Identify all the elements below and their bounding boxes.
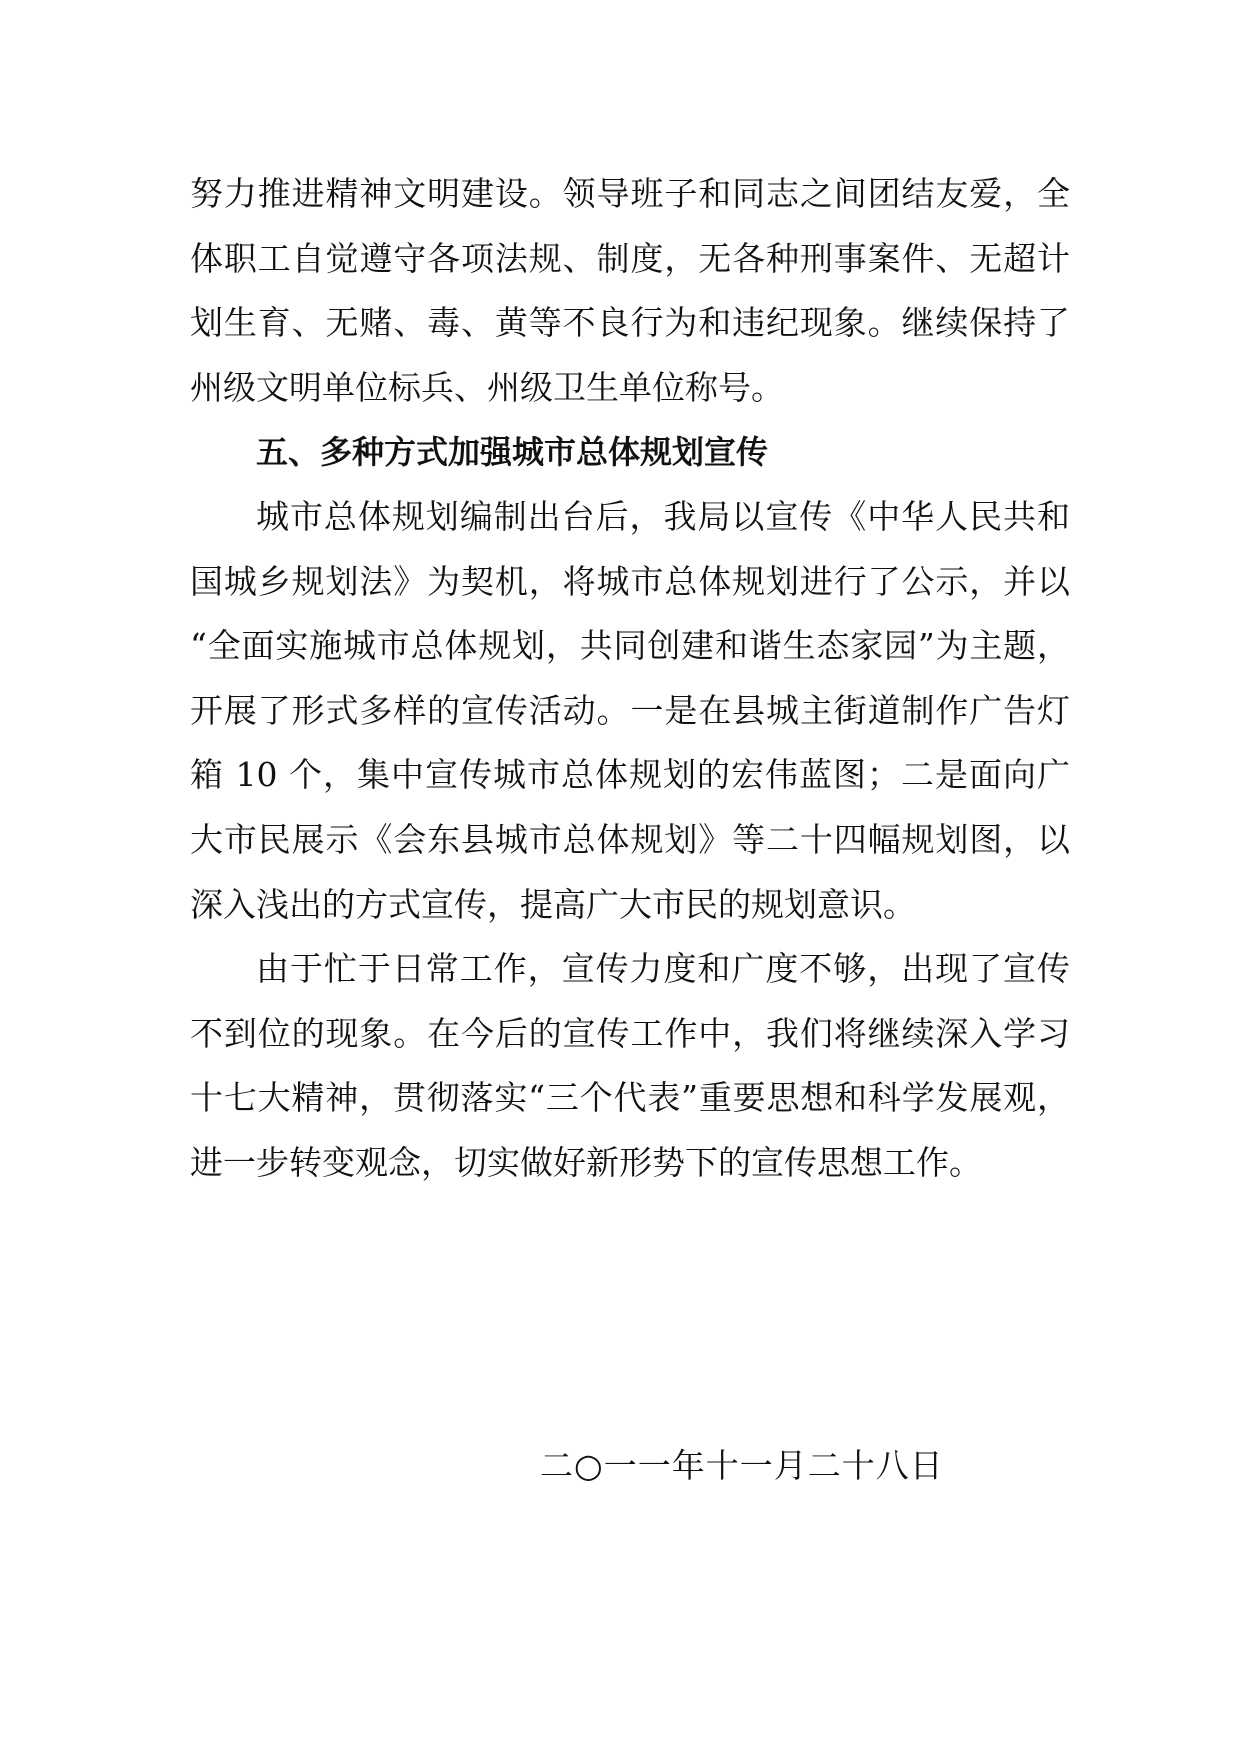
text-line: 国城乡规划法》为契机，将城市总体规划进行了公示，并以 [190,561,1070,601]
text-line: 州级文明单位标兵、州级卫生单位称号。 [190,367,784,407]
text-line: 十七大精神，贯彻落实“三个代表”重要思想和科学发展观， [190,1078,1070,1118]
text-line: 深入浅出的方式宣传，提高广大市民的规划意识。 [190,884,916,924]
text-line: 箱 10 个，集中宣传城市总体规划的宏伟蓝图；二是面向广 [190,755,1070,795]
text-line: 不到位的现象。在今后的宣传工作中，我们将继续深入学习 [190,1013,1070,1053]
text-line: 大市民展示《会东县城市总体规划》等二十四幅规划图，以 [190,819,1070,859]
text-line: 划生育、无赌、毒、黄等不良行为和违纪现象。继续保持了 [190,303,1070,343]
paragraph-shortcomings [190,937,1070,1195]
text-line: 城市总体规划编制出台后，我局以宣传《中华人民共和 [256,496,1070,536]
text-line: “全面实施城市总体规划，共同创建和谐生态家园”为主题， [190,626,1070,666]
document-date: 二○一一年十一月二十八日 [540,1446,944,1485]
paragraph-propaganda [190,485,1070,937]
section-heading: 五、多种方式加强城市总体规划宣传 [256,433,769,472]
text-line: 由于忙于日常工作，宣传力度和广度不够，出现了宣传 [256,949,1070,989]
text-line: 体职工自觉遵守各项法规、制度，无各种刑事案件、无超计 [190,238,1070,278]
paragraph-civilization [190,162,1070,420]
text-line: 进一步转变观念，切实做好新形势下的宣传思想工作。 [190,1142,982,1182]
document-body [190,162,1070,1196]
text-line: 努力推进精神文明建设。领导班子和同志之间团结友爱，全 [190,174,1070,213]
text-line: 开展了形式多样的宣传活动。一是在县城主街道制作广告灯 [190,690,1070,730]
